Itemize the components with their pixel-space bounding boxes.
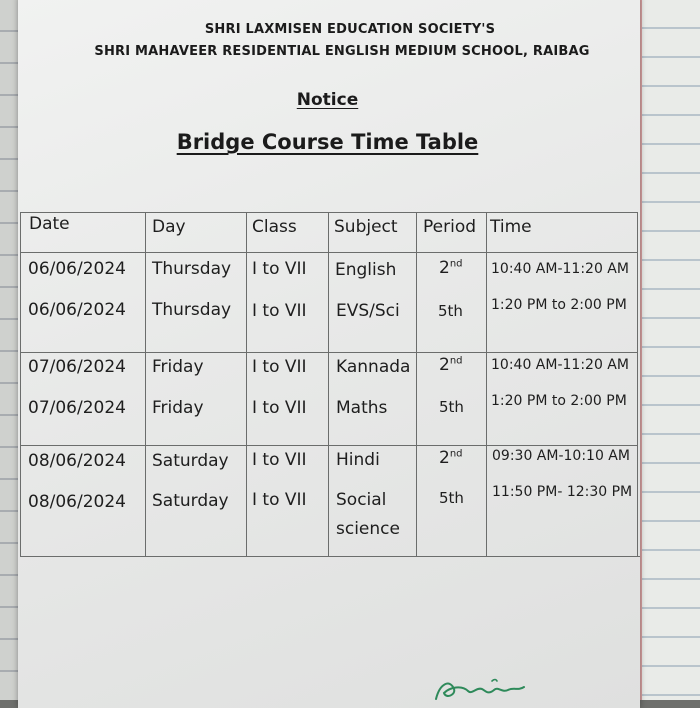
cell-class: I to VII — [252, 398, 307, 418]
cell-day: Thursday — [152, 259, 232, 279]
cell-date: 06/06/2024 — [28, 300, 126, 320]
cell-date: 07/06/2024 — [28, 398, 126, 418]
cell-date: 08/06/2024 — [28, 451, 126, 471]
table-border-left — [20, 212, 21, 557]
cell-class: I to VII — [252, 357, 307, 377]
column-header-time: Time — [490, 217, 532, 237]
col-divider — [328, 212, 329, 557]
cell-subject-line-2: science — [336, 519, 400, 539]
col-divider — [416, 212, 417, 557]
society-name: SHRI LAXMISEN EDUCATION SOCIETY'S — [204, 22, 496, 37]
column-header-class: Class — [252, 217, 297, 237]
cell-period: 5th — [439, 398, 464, 416]
cell-period: 5th — [439, 489, 464, 507]
cell-period: 2nd — [439, 355, 463, 375]
cell-class: I to VII — [252, 490, 307, 510]
column-header-subject: Subject — [334, 217, 398, 237]
col-divider — [145, 212, 146, 557]
cell-subject: EVS/Sci — [336, 301, 400, 321]
cell-day: Friday — [152, 357, 204, 377]
column-header-date: Date — [29, 214, 70, 234]
cell-class: I to VII — [252, 259, 307, 279]
cell-day: Thursday — [152, 300, 232, 320]
school-name: SHRI MAHAVEER RESIDENTIAL ENGLISH MEDIUM SCHOOL, RAIBAG — [94, 44, 590, 59]
handwritten-signature — [432, 673, 542, 703]
table-border-right — [637, 212, 638, 557]
cell-subject: Kannada — [336, 357, 411, 377]
column-header-period: Period — [423, 217, 477, 237]
row-group-divider — [20, 445, 638, 446]
cell-time: 10:40 AM-11:20 AM — [491, 261, 629, 277]
table-border-bottom — [20, 556, 640, 557]
cell-date: 07/06/2024 — [28, 357, 126, 377]
cell-day: Saturday — [152, 451, 229, 471]
cell-date: 08/06/2024 — [28, 492, 126, 512]
cell-period: 2nd — [439, 448, 463, 468]
row-group-divider — [20, 352, 638, 353]
cell-day: Friday — [152, 398, 204, 418]
cell-time: 1:20 PM to 2:00 PM — [491, 393, 627, 409]
cell-period: 5th — [438, 302, 463, 320]
cell-time: 10:40 AM-11:20 AM — [491, 357, 629, 373]
cell-time: 1:20 PM to 2:00 PM — [491, 297, 627, 313]
cell-date: 06/06/2024 — [28, 259, 126, 279]
header-divider — [20, 252, 638, 253]
cell-class: I to VII — [252, 450, 307, 470]
table-border-top — [20, 212, 638, 213]
cell-day: Saturday — [152, 491, 229, 511]
column-header-day: Day — [152, 217, 186, 237]
notice-label: Notice — [296, 90, 359, 110]
cell-class: I to VII — [252, 301, 307, 321]
cell-subject: Hindi — [336, 450, 380, 470]
col-divider — [486, 212, 487, 557]
cell-time: 09:30 AM-10:10 AM — [492, 448, 630, 464]
cell-subject-line-1: Social — [336, 490, 387, 510]
cell-period: 2nd — [439, 258, 463, 278]
page-title: Bridge Course Time Table — [176, 130, 479, 154]
cell-time: 11:50 PM- 12:30 PM — [492, 484, 633, 500]
cell-subject: Maths — [336, 398, 388, 418]
col-divider — [246, 212, 247, 557]
cell-subject: English — [335, 260, 397, 280]
